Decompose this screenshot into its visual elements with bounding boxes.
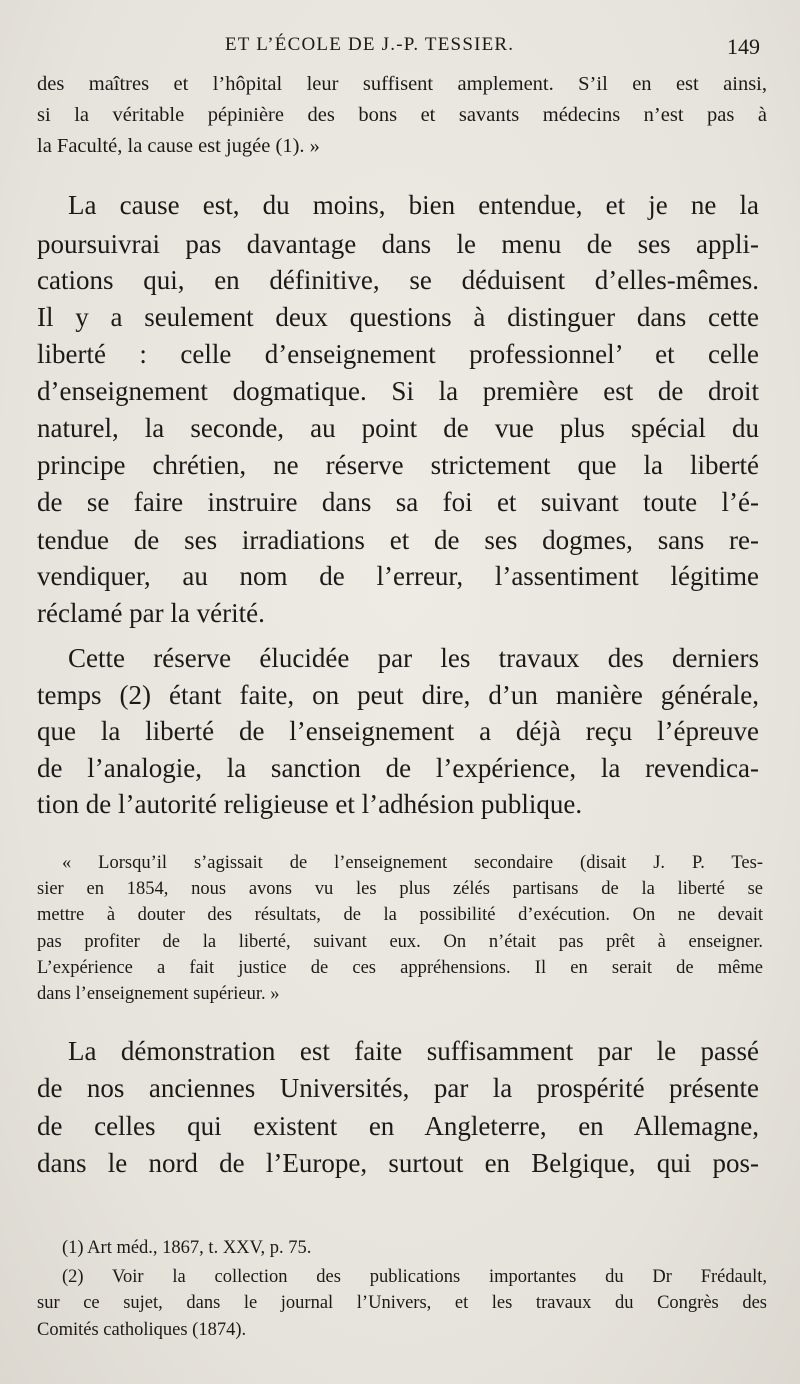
text-line: Cette réserve élucidée par les travaux des derniers	[68, 643, 759, 673]
footnote-1: (1) Art méd., 1867, t. XXV, p. 75.	[62, 1238, 312, 1258]
footnote-2-line: Comités catholiques (1874).	[37, 1320, 247, 1340]
text-line: la Faculté, la cause est jugée (1). »	[37, 135, 320, 157]
text-line: tendue de ses irradiations et de ses dogmes, sans re-	[37, 525, 759, 555]
text-line: de nos anciennes Universités, par la prospérité présente	[37, 1073, 759, 1103]
text-line: réclamé par la vérité.	[37, 598, 265, 628]
quote-line: pas profiter de la liberté, suivant eux. On n’était pas prêt à enseigner.	[37, 932, 763, 952]
text-line: cations qui, en définitive, se déduisent d’elles-mêmes.	[37, 265, 759, 295]
page-number: 149	[727, 34, 760, 59]
quote-line: dans l’enseignement supérieur. »	[37, 984, 280, 1004]
quote-line: sier en 1854, nous avons vu les plus zélés partisans de la liberté se	[37, 879, 763, 899]
text-line: poursuivrai pas davantage dans le menu de ses appli-	[37, 229, 759, 259]
text-line: dans le nord de l’Europe, surtout en Belgique, qui pos-	[37, 1148, 759, 1178]
text-line: Il y a seulement deux questions à distinguer dans cette	[37, 302, 759, 332]
text-line: La cause est, du moins, bien entendue, et je ne la	[68, 190, 759, 220]
text-line: tion de l’autorité religieuse et l’adhésion publique.	[37, 789, 583, 819]
running-title: ET L’ÉCOLE DE J.-P. TESSIER.	[225, 34, 515, 55]
footnote-2-line: sur ce sujet, dans le journal l’Univers, et les travaux du Congrès des	[37, 1293, 767, 1313]
text-line: d’enseignement dogmatique. Si la première est de droit	[37, 376, 759, 406]
text-line: vendiquer, au nom de l’erreur, l’assentiment légitime	[37, 561, 759, 591]
text-line: des maîtres et l’hôpital leur suffisent amplement. S’il en est ainsi,	[37, 73, 767, 95]
quote-line: L’expérience a fait justice de ces appréhensions. Il en serait de même	[37, 958, 763, 978]
quote-line: « Lorsqu’il s’agissait de l’enseignement secondaire (disait J. P. Tes-	[62, 853, 763, 873]
text-line: de se faire instruire dans sa foi et suivant toute l’é-	[37, 487, 759, 517]
text-line: que la liberté de l’enseignement a déjà reçu l’épreuve	[37, 716, 759, 746]
text-line: liberté : celle d’enseignement professionnel’ et celle	[37, 339, 759, 369]
text-line: temps (2) étant faite, on peut dire, d’un manière générale,	[37, 680, 759, 710]
quote-line: mettre à douter des résultats, de la possibilité d’exécution. On ne devait	[37, 905, 763, 925]
footnote-separator	[40, 1222, 130, 1223]
text-line: de celles qui existent en Angleterre, en Allemagne,	[37, 1111, 759, 1141]
footnote-2-line: (2) Voir la collection des publications importantes du Dr Frédault,	[62, 1267, 767, 1287]
text-line: de l’analogie, la sanction de l’expérience, la revendica-	[37, 753, 759, 783]
text-line: principe chrétien, ne réserve strictement que la liberté	[37, 450, 759, 480]
text-line: La démonstration est faite suffisamment par le passé	[68, 1036, 759, 1066]
text-line: naturel, la seconde, au point de vue plus spécial du	[37, 413, 759, 443]
text-line: si la véritable pépinière des bons et savants médecins n’est pas à	[37, 104, 767, 126]
page-header	[0, 30, 800, 60]
